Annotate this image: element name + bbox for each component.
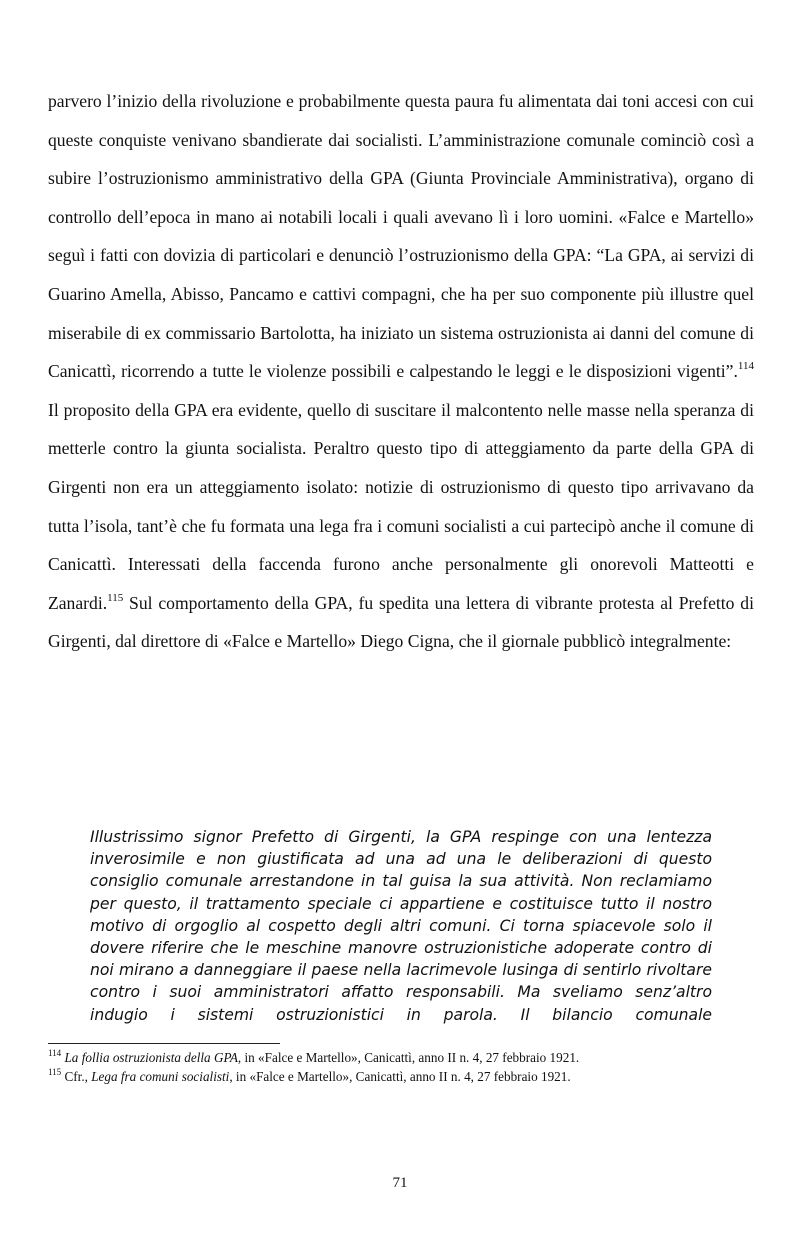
footnote-reference[interactable]: 114 (737, 360, 754, 373)
body-text-segment: parvero l’inizio della rivoluzione e probabilmente questa paura fu alimentata dai toni accesi con cui queste conquiste venivano sbandierate dai socialisti. L’amministrazione comunale cominciò così a subire l’ostruzionismo amministrativo della GPA (Giunta Provinciale Amministrativa), organo di controllo dell’epoca in mano ai notabili locali i quali avevano lì i loro uomini. «Falce e Martello» seguì i fatti con dovizia di particolari e denunciò l’ostruzionismo della GPA: “La GPA, ai servizi di Guarino Amella, Abisso, Pancamo e cattivi compagni, che ha per suo componente più illustre quel miserabile di ex commissario Bartolotta, ha iniziato un sistema ostruzionista ai danni del comune di Canicattì, ricorrendo a tutte le violenze possibili e calpestando le leggi e le disposizioni vigenti”. (48, 91, 754, 382)
footnote-115 (48, 1067, 768, 1086)
footnote-separator (48, 1043, 280, 1044)
body-text-segment: Sul comportamento della GPA, fu spedita una lettera di vibrante protesta al Prefetto di Girgenti, dal direttore di «Falce e Martello» Diego Cigna, che il giornale pubblicò integralmente: (48, 592, 754, 652)
footnote-citation: , in «Falce e Martello», Canicattì, anno II n. 4, 27 febbraio 1921. (237, 1050, 580, 1065)
footnote-title: La follia ostruzionista della GPA (64, 1050, 238, 1065)
block-quote: Illustrissimo signor Prefetto di Girgenti, la GPA respinge con una lentezza inverosimile e non giustificata ad una ad una le deliberazioni di questo consiglio comunale arrestandone in tal guisa la sua attività. Non reclamiamo per questo, il trattamento speciale ci appartiene e costituisce tutto il nostro motivo di orgoglio al cospetto degli altri comuni. Ci torna spiacevole solo il dovere riferire che le meschine manovre ostruzionistiche adoperate contro di noi mirano a danneggiare il paese nella lacrimevole lusinga di sentirlo rivoltare contro i suoi amministratori affatto responsabili. Ma sveliamo senz’altro indugio i sistemi ostruzionistici in parola. Il bilancio comunale (90, 828, 712, 1024)
footnote-citation: , in «Falce e Martello», Canicattì, anno II n. 4, 27 febbraio 1921. (229, 1069, 571, 1084)
page-number: 71 (392, 1175, 408, 1191)
footnotes-section (48, 1048, 768, 1086)
footnote-number: 114 (48, 1047, 62, 1058)
body-text-segment: Il proposito della GPA era evidente, quello di suscitare il malcontento nelle masse nella speranza di metterle contro la giunta socialista. Peraltro questo tipo di atteggiamento da parte della GPA di Girgenti non era un atteggiamento isolato: notizie di ostruzionismo di questo tipo arrivavano da tutta l’isola, tant’è che fu formata una lega fra i comuni socialisti a cui partecipò anche il comune di Canicattì. Interessati della faccenda furono anche personalmente gli onorevoli Matteotti e Zanardi. (48, 399, 754, 613)
footnote-number: 115 (48, 1066, 62, 1077)
footnote-prefix: Cfr., (64, 1069, 92, 1084)
footnote-title: Lega fra comuni socialisti (91, 1069, 230, 1084)
footnote-reference[interactable]: 115 (107, 591, 124, 604)
footnote-114 (48, 1048, 768, 1067)
body-paragraph (48, 82, 754, 661)
